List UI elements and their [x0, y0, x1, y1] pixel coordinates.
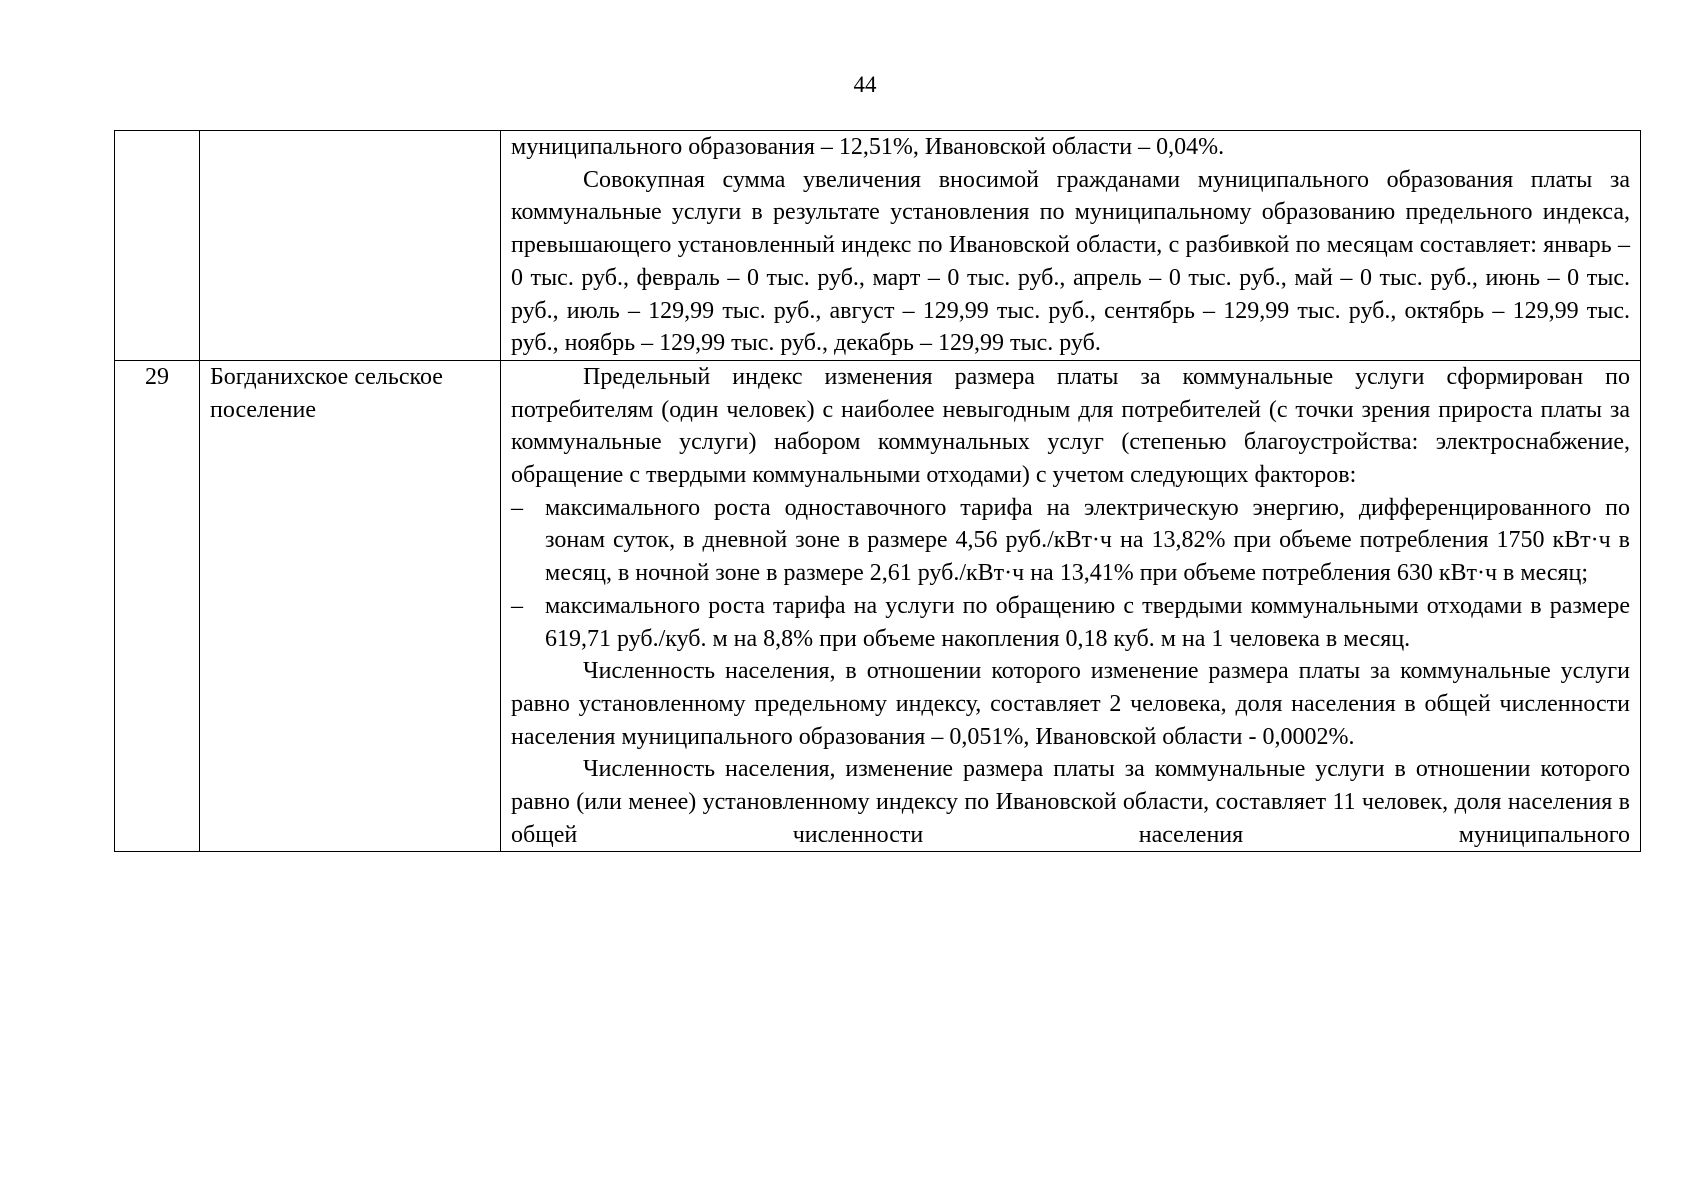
description-cell	[501, 131, 1641, 361]
population-equal-paragraph: Численность населения, в отношении которого изменение размера платы за коммунальные услуги равно установленному предельному индексу, составляет 2 человека, доля населения в общей численности населения муниципального образования – 0,051%, Ивановской области - 0,0002%.	[511, 658, 1630, 750]
table-row-29	[115, 360, 1641, 852]
row-number-cell	[115, 131, 200, 361]
municipality-name-cell	[200, 131, 501, 361]
bullet-electricity	[511, 492, 1630, 590]
table-row-continued	[115, 131, 1641, 361]
bullet-marker: –	[511, 494, 523, 521]
monthly-increase-paragraph: Совокупная сумма увеличения вносимой гражданами муниципального образования платы за коммунальные услуги в результате установления по муниципальному образованию предельного индекса, превышающего установленный индекс по Ивановской области, с разбивкой по месяцам составляет: январь – 0 тыс. руб., февраль – 0 тыс. руб., март – 0 тыс. руб., апрель – 0 тыс. руб., май – 0 тыс. руб., июнь – 0 тыс. руб., июль – 129,99 тыс. руб., август – 129,99 тыс. руб., сентябрь – 129,99 тыс. руб., октябрь – 129,99 тыс. руб., ноябрь – 129,99 тыс. руб., декабрь – 129,99 тыс. руб.	[511, 166, 1630, 357]
population-below-paragraph: Численность населения, изменение размера платы за коммунальные услуги в отношении которого равно (или менее) установленному индексу по Ивановской области, составляет 11 человек, доля населения в общей численности населения муниципального	[511, 756, 1630, 848]
bullet-waste	[511, 590, 1630, 655]
continued-paragraph: муниципального образования – 12,51%, Ивановской области – 0,04%.	[511, 134, 1225, 160]
bullet-text: максимального роста одноставочного тарифа на электрическую энергию, дифференцированного по зонам суток, в дневной зоне в размере 4,56 руб./кВт·ч на 13,82% при объеме потребления 1750 кВт·ч в месяц, в ночной зоне в размере 2,61 руб./кВт·ч на 13,41% при объеме потребления 630 кВт·ч в месяц;	[545, 494, 1630, 587]
municipality-name-cell: Богданихское сельское поселение	[200, 360, 501, 852]
bullet-marker: –	[511, 592, 523, 619]
bullet-text: максимального роста тарифа на услуги по обращению с твердыми коммунальными отходами в размере 619,71 руб./куб. м на 8,8% при объеме накопления 0,18 куб. м на 1 человека в месяц.	[545, 592, 1630, 652]
page-number: 44	[853, 72, 877, 97]
row-number-cell: 29	[115, 360, 200, 852]
tariff-index-table	[114, 130, 1641, 852]
description-cell	[501, 360, 1641, 852]
index-intro-paragraph: Предельный индекс изменения размера платы за коммунальные услуги сформирован по потребителям (один человек) с наиболее невыгодным для потребителей (с точки зрения прироста платы за коммунальные услуги) набором коммунальных услуг (степенью благоустройства: электроснабжение, обращение с твердыми коммунальными отходами) с учетом следующих факторов:	[511, 363, 1630, 489]
